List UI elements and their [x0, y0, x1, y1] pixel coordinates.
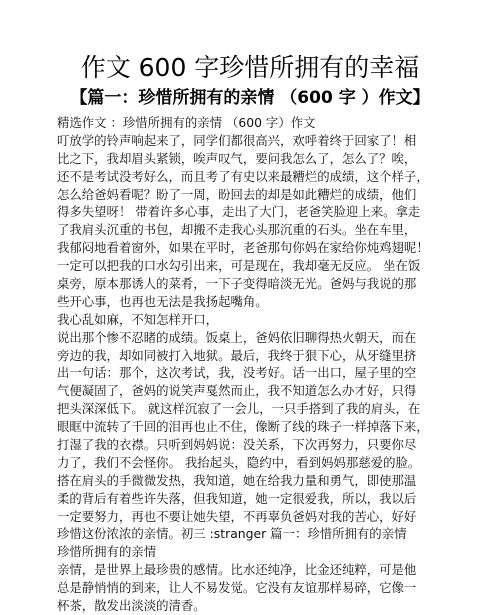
text-line: 杯茶，散发出淡淡的清香。 [57, 598, 206, 614]
text-line: 一定可以把我的口水勾引出来，可是现在，我却毫无反应。 坐在饭 [57, 258, 421, 274]
text-line: 把头深深低下。 就这样沉寂了一会儿，一只手搭到了我的肩头，在 [57, 401, 421, 417]
text-line: 叮放学的铃声响起来了，同学们都很高兴，欢呼着终于回家了！相 [57, 132, 417, 148]
text-line: 还不是考试没考好么，而且考了有史以来最糟烂的成绩，这个样子， [57, 168, 429, 184]
text-line: 搭在肩头的手微微发热，我知道，她在给我力量和勇气，即使那温 [57, 472, 417, 488]
text-line: 总是静悄悄的到来，让人不易发觉。它没有友谊那样易碎，它像一 [57, 580, 417, 596]
text-line: 出一句话：那个，这次考试，我，没考好。话一出口，屋子里的空 [57, 365, 417, 381]
text-line: 亲情，是世界上最珍贵的感情。比水还纯净，比金还纯粹，可是他 [57, 562, 417, 578]
document-body [57, 114, 449, 615]
text-line: 我郁闷地看着窗外，如果在平时，老爸那句你妈在家给你炖鸡翅呢！ [57, 240, 429, 256]
text-line: 桌旁，原本那诱人的菜肴，一下子变得暗淡无光。爸妈与我说的那 [57, 276, 417, 292]
text-line: 了我肩头沉重的书包，却搬不走我心头那沉重的石头。坐在车里， [57, 222, 417, 238]
text-line: 怎么给爸妈看呢？盼了一周，盼回去的却是如此糟烂的成绩，他们 [57, 186, 417, 202]
text-line: 柔的背后有着些许失落，但我知道，她一定很爱我，所以，我以后 [57, 490, 417, 506]
text-line: 我心乱如麻，不知怎样开口， [57, 311, 219, 327]
document-title: 作文 600 字珍惜所拥有的幸福 [80, 53, 420, 82]
text-line: 比之下，我却眉头紧锁，唉声叹气，要问我怎么了，怎么了？唉， [57, 150, 417, 166]
text-line: 说出那个惨不忍睹的成绩。饭桌上，爸妈依旧聊得热火朝天，而在 [57, 329, 417, 345]
text-line: 一定要努力，再也不要让她失望，不再辜负爸妈对我的苦心，好好 [57, 508, 417, 524]
text-line: 气便凝固了，爸妈的说笑声戛然而止，我不知道怎么办才好，只得 [57, 383, 417, 399]
text-line: 精选作文 ：珍惜所拥有的亲情 （600 字）作文 [57, 115, 316, 130]
text-line: 打湿了我的衣襟。只听到妈妈说：没关系，下次再努力，只要你尽 [57, 437, 417, 453]
text-line: 珍惜所拥有的亲情 [57, 544, 157, 560]
text-line: 力了，我们不会怪你。 我抬起头，隐约中，看到妈妈那慈爱的脸。 [57, 454, 421, 470]
text-line: 些开心事，也再也无法是我扬起嘴角。 [57, 293, 268, 309]
document-subtitle: 【篇一：珍惜所拥有的亲情 （600 字 ）作文】 [70, 88, 430, 108]
text-line: 眼眶中流转了千回的泪再也止不住，像断了线的珠子一样掉落下来， [57, 419, 429, 435]
text-line: 得多失望呀！ 带着许多心事，走出了大门，老爸笑脸迎上来。拿走 [57, 204, 421, 220]
text-line: 旁边的我，却如同被打入地狱。最后，我终于狠下心，从牙缝里挤 [57, 347, 417, 363]
text-line: 珍惜这份浓浓的亲情。初三 :stranger 篇一：珍惜所拥有的亲情 [57, 526, 407, 542]
